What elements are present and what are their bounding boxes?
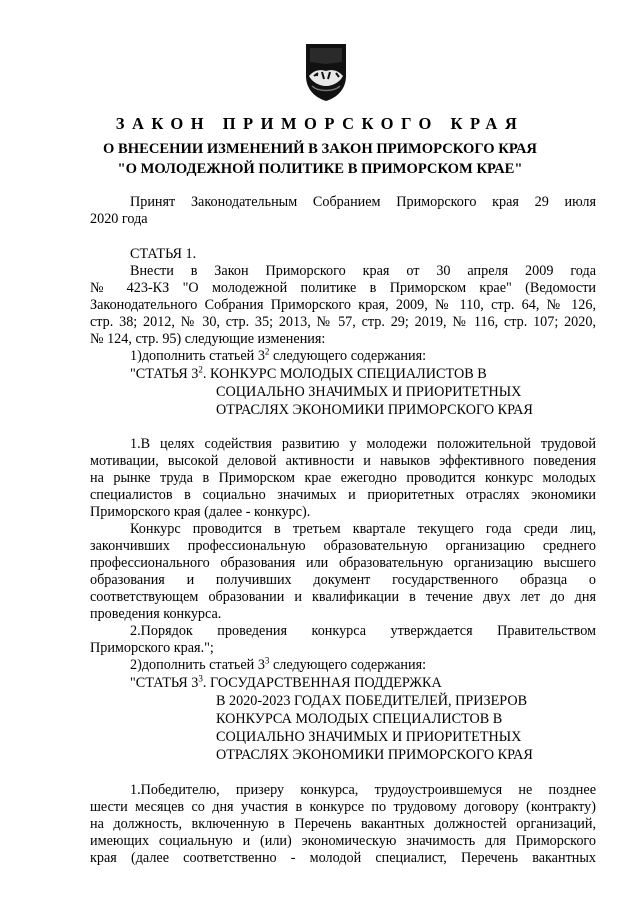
intro-line: № 423-КЗ "О молодежной политике в Приморском крае" (Ведомости <box>90 280 596 296</box>
item-2-article-title-cont: КОНКУРСА МОЛОДЫХ СПЕЦИАЛИСТОВ В <box>216 711 503 727</box>
item-2-paragraph-line: на должность, включенную в Перечень вакантных должностей организаций, <box>90 816 596 832</box>
item-1-paragraph-line: закончивших профессиональную образовательную организацию среднего <box>90 538 596 554</box>
item-1-paragraph-line: профессионального образования или образовательную организацию высшего <box>90 555 596 571</box>
item-1-article-title: "СТАТЬЯ $3^2$. КОНКУРС МОЛОДЫХ СПЕЦИАЛИСТОВ В <box>130 364 487 382</box>
item-1-paragraph-line: Конкурс проводится в третьем квартале текущего года среди лиц, <box>130 521 596 537</box>
adopted-line-2: 2020 года <box>90 211 148 227</box>
item-2-lead: 2)дополнить статьей $3^3$ следующего содержания: <box>130 655 427 673</box>
item-1-paragraph-line: соответствующем образовании и квалификации в течение двух лет до дня <box>90 589 596 605</box>
item-1-paragraph-line: проведения конкурса. <box>90 606 222 622</box>
item-1-paragraph-line: 2.Порядок проведения конкурса утверждается Правительством <box>130 623 596 639</box>
item-2-article-title: "СТАТЬЯ $3^3$. ГОСУДАРСТВЕННАЯ ПОДДЕРЖКА <box>130 673 442 691</box>
item-2-paragraph-line: 1.Победителю, призеру конкурса, трудоустроившемуся не позднее <box>130 782 596 798</box>
coat-of-arms-icon <box>302 42 350 102</box>
item-1-article-title-cont: СОЦИАЛЬНО ЗНАЧИМЫХ И ПРИОРИТЕТНЫХ <box>216 384 522 400</box>
item-1-lead: 1)дополнить статьей $3^2$ следующего содержания: <box>130 346 427 364</box>
item-1-paragraph-line: на рынке труда в Приморском крае ежегодно проводится конкурс молодых <box>90 470 596 486</box>
item-2-paragraph-line: шести месяцев со дня участия в конкурсе по трудовому договору (контракту) <box>90 799 596 815</box>
law-subtitle-line-1: О ВНЕСЕНИИ ИЗМЕНЕНИЙ В ЗАКОН ПРИМОРСКОГО КРАЯ <box>103 141 537 157</box>
item-2-article-title-cont: СОЦИАЛЬНО ЗНАЧИМЫХ И ПРИОРИТЕТНЫХ <box>216 729 522 745</box>
item-2-paragraph-line: края (далее соответственно - молодой специалист, Перечень вакантных <box>90 850 596 866</box>
item-1-paragraph-line: образования и получивших документ государственного образца о <box>90 572 596 588</box>
article-heading: СТАТЬЯ 1. <box>130 246 197 262</box>
item-2-article-title-cont: В 2020-2023 ГОДАХ ПОБЕДИТЕЛЕЙ, ПРИЗЕРОВ <box>216 693 528 709</box>
intro-line: Внести в Закон Приморского края от 30 апреля 2009 года <box>130 263 596 279</box>
item-1-paragraph-line: Приморского края (далее - конкурс). <box>90 504 311 520</box>
intro-line: № 124, стр. 95) следующие изменения: <box>90 331 326 347</box>
item-1-paragraph-line: специалистов в социально значимых и приоритетных отраслях экономики <box>90 487 596 503</box>
item-2-article-title-cont: ОТРАСЛЯХ ЭКОНОМИКИ ПРИМОРСКОГО КРАЯ <box>216 747 533 763</box>
item-2-paragraph-line: имеющих социальную и (или) экономическую значимость для Приморского <box>90 833 596 849</box>
law-title: ЗАКОН ПРИМОРСКОГО КРАЯ <box>115 114 525 133</box>
intro-line: Законодательного Собрания Приморского края, 2009, № 110, стр. 64, № 126, <box>90 297 596 313</box>
item-1-paragraph-line: Приморского края."; <box>90 640 214 656</box>
adopted-line-1: Принят Законодательным Собранием Приморского края 29 июля <box>130 194 596 210</box>
law-subtitle-line-2: "О МОЛОДЕЖНОЙ ПОЛИТИКЕ В ПРИМОРСКОМ КРАЕ" <box>117 161 523 177</box>
item-1-paragraph-line: мотивации, высокой деловой активности и навыков эффективного поведения <box>90 453 596 469</box>
item-1-article-title-cont: ОТРАСЛЯХ ЭКОНОМИКИ ПРИМОРСКОГО КРАЯ <box>216 402 533 418</box>
intro-line: стр. 38; 2012, № 30, стр. 35; 2013, № 57, стр. 29; 2019, № 116, стр. 107; 2020, <box>90 314 596 330</box>
item-1-paragraph-line: 1.В целях содействия развитию у молодежи положительной трудовой <box>130 436 596 452</box>
